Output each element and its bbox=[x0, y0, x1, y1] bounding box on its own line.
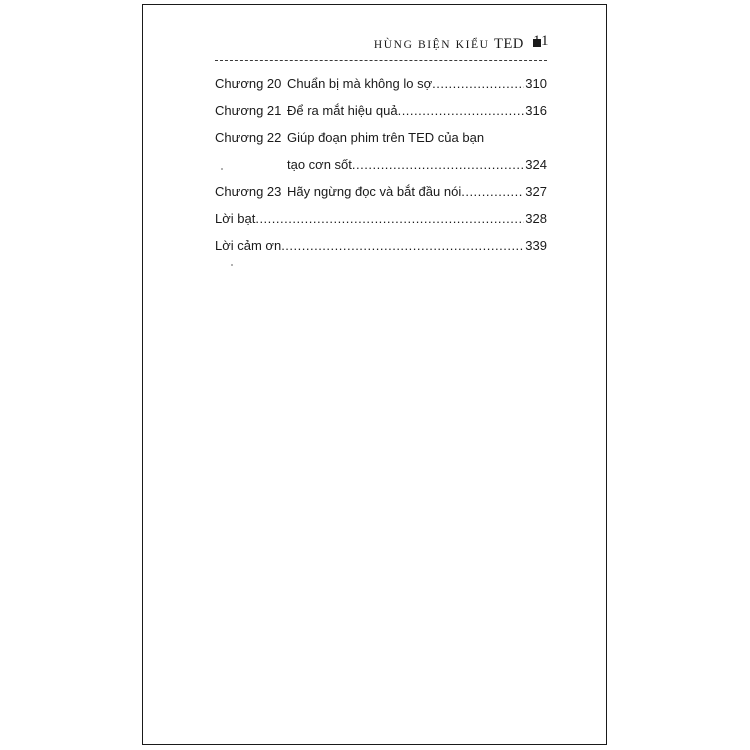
toc-entry-chapter-22-title-line1[interactable]: Giúp đoạn phim trên TED của bạn bbox=[287, 130, 485, 145]
book-page bbox=[142, 4, 607, 745]
running-header bbox=[143, 33, 550, 53]
print-speck bbox=[221, 168, 223, 170]
toc-entry-page: 328 bbox=[525, 211, 547, 226]
print-speck bbox=[231, 264, 233, 266]
toc-entry-title: Lời cảm ơn bbox=[215, 238, 282, 253]
running-header-title-ted: TED bbox=[494, 36, 524, 52]
toc-entry-page: 324 bbox=[525, 157, 547, 172]
dot-leader bbox=[352, 157, 524, 172]
header-dashed-rule bbox=[215, 60, 547, 61]
toc-entry-chapter-21[interactable] bbox=[287, 103, 547, 118]
toc-chapter-23-label: Chương 23 bbox=[215, 184, 282, 199]
toc-entry-chapter-22[interactable] bbox=[287, 157, 547, 172]
running-header-title-main: HÙNG BIỆN KIỂU bbox=[373, 39, 494, 51]
dot-leader bbox=[461, 184, 524, 199]
toc-entry-title: tạo cơn sốt bbox=[287, 157, 352, 172]
toc-entry-page: 316 bbox=[525, 103, 547, 118]
toc-entry-title: Để ra mắt hiệu quả bbox=[287, 103, 398, 118]
toc-entry-page: 327 bbox=[525, 184, 547, 199]
dot-leader bbox=[398, 103, 525, 118]
toc-entry-title: Hãy ngừng đọc và bắt đầu nói bbox=[287, 184, 462, 199]
toc-entry-chapter-20[interactable] bbox=[287, 76, 547, 91]
toc-entry-title: Chuẩn bị mà không lo sợ bbox=[287, 76, 433, 91]
toc-entry-page: 339 bbox=[525, 238, 547, 253]
dot-leader bbox=[255, 211, 524, 226]
toc-chapter-21-label: Chương 21 bbox=[215, 103, 282, 118]
running-header-title bbox=[373, 36, 524, 52]
page-number: 11 bbox=[533, 33, 550, 49]
dot-leader bbox=[281, 238, 524, 253]
toc-entry-chapter-23[interactable] bbox=[287, 184, 547, 199]
toc-chapter-20-label: Chương 20 bbox=[215, 76, 282, 91]
toc-entry-acknowledgments[interactable] bbox=[215, 238, 547, 253]
toc-entry-afterword[interactable] bbox=[215, 211, 547, 226]
toc-entry-page: 310 bbox=[525, 76, 547, 91]
toc-entry-title: Lời bạt bbox=[215, 211, 256, 226]
dot-leader bbox=[432, 76, 524, 91]
toc-chapter-22-label: Chương 22 bbox=[215, 130, 282, 145]
